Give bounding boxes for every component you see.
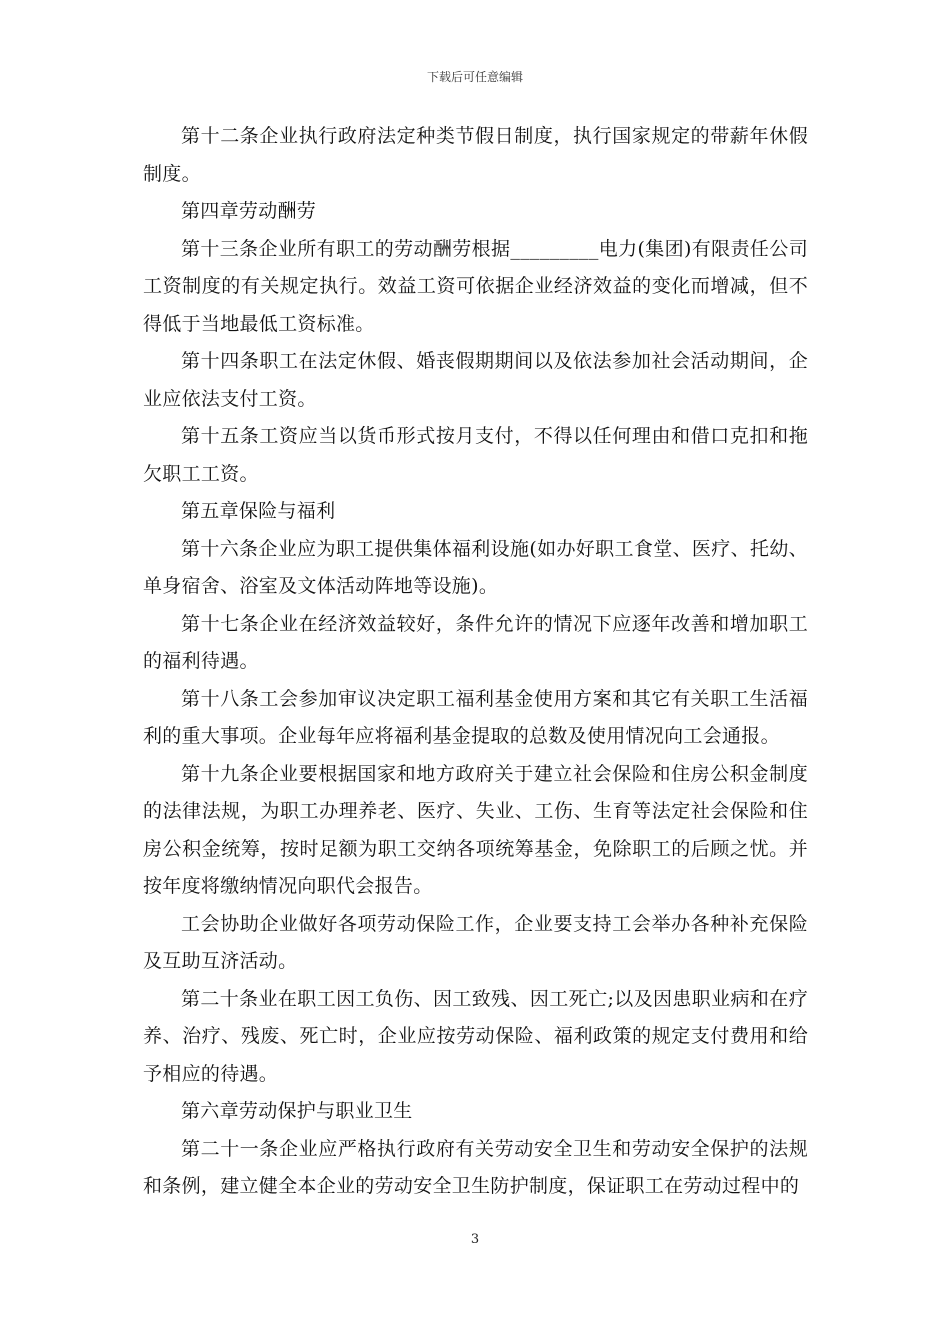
chapter-heading-5: 第五章保险与福利 — [181, 500, 336, 522]
paragraph-article-16: 第十六条企业应为职工提供集体福利设施(如办好职工食堂、医疗、托幼、单身宿舍、浴室及文体活动阵地等设施)。 — [143, 537, 808, 597]
chapter-heading-6: 第六章劳动保护与职业卫生 — [181, 1100, 413, 1122]
paragraph-article-17: 第十七条企业在经济效益较好，条件允许的情况下应逐年改善和增加职工的福利待遇。 — [143, 612, 808, 672]
document-body — [143, 118, 808, 1206]
paragraph-article-14: 第十四条职工在法定休假、婚丧假期期间以及依法参加社会活动期间，企业应依法支付工资。 — [143, 350, 808, 410]
page-number: 3 — [470, 1232, 480, 1247]
chapter-heading-4: 第四章劳动酬劳 — [181, 200, 317, 222]
paragraph-union-insurance: 工会协助企业做好各项劳动保险工作，企业要支持工会举办各种补充保险及互助互济活动。 — [143, 912, 808, 972]
page-header: 下载后可任意编辑 — [426, 70, 523, 84]
paragraph-article-19: 第十九条企业要根据国家和地方政府关于建立社会保险和住房公积金制度的法律法规，为职工办理养老、医疗、失业、工伤、生育等法定社会保险和住房公积金统筹，按时足额为职工交纳各项统筹基金，免除职工的后顾之忧。并按年度将缴纳情况向职代会报告。 — [143, 762, 808, 897]
paragraph-article-21: 第二十一条企业应严格执行政府有关劳动安全卫生和劳动安全保护的法规和条例，建立健全本企业的劳动安全卫生防护制度，保证职工在劳动过程中的 — [143, 1137, 808, 1197]
paragraph-article-20: 第二十条业在职工因工负伤、因工致残、因工死亡;以及因患职业病和在疗养、治疗、残废、死亡时，企业应按劳动保险、福利政策的规定支付费用和给予相应的待遇。 — [143, 987, 808, 1085]
paragraph-article-13: 第十三条企业所有职工的劳动酬劳根据_________电力(集团)有限责任公司工资制度的有关规定执行。效益工资可依据企业经济效益的变化而增减，但不得低于当地最低工资标准。 — [143, 237, 808, 335]
paragraph-article-18: 第十八条工会参加审议决定职工福利基金使用方案和其它有关职工生活福利的重大事项。企业每年应将福利基金提取的总数及使用情况向工会通报。 — [143, 687, 808, 747]
paragraph-article-12: 第十二条企业执行政府法定种类节假日制度，执行国家规定的带薪年休假制度。 — [143, 125, 808, 185]
paragraph-article-15: 第十五条工资应当以货币形式按月支付，不得以任何理由和借口克扣和拖欠职工工资。 — [143, 425, 808, 485]
